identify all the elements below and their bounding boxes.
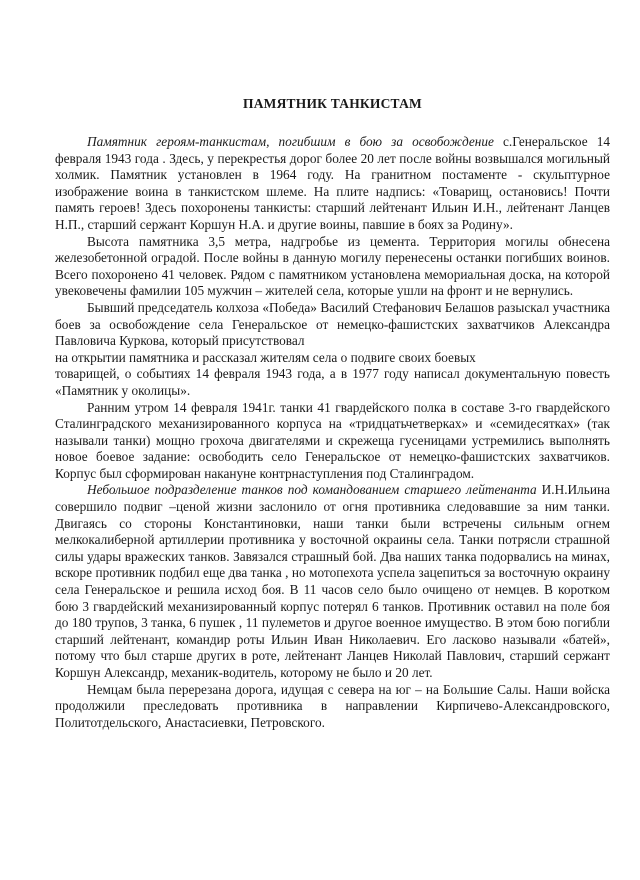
paragraph-6 xyxy=(55,682,610,732)
paragraph-1 xyxy=(55,134,610,234)
paragraph-3 xyxy=(55,300,610,400)
document-title: ПАМЯТНИК ТАНКИСТАМ xyxy=(243,96,422,111)
paragraph-3-line-2: на открытии памятника и рассказал жителям села о подвиге своих боевых xyxy=(55,349,476,365)
paragraph-4 xyxy=(55,400,610,483)
paragraph-3-line-1: Бывший председатель колхоза «Победа» Василий Стефанович Белашов разыскал участника боев за освобождение села Генеральское от немецко-фашистских захватчиков Александра Павловича Куркова, который присутствовал xyxy=(55,299,610,349)
paragraph-1-italic-lead: Памятник героям-танкистам, погибшим в бою за освобождение xyxy=(87,134,494,149)
paragraph-2-text: Высота памятника 3,5 метра, надгробье из цемента. Территория могилы обнесена железобетонной оградой. После войны в данную могилу перенесены останки погибших воинов. Всего похоронено 41 человек. Рядом с памятником установлена мемориальная доска, на которой увековечены фамилии 105 мужчин – жителей села, которые ушли на фронт и не вернулись. xyxy=(55,233,610,299)
paragraph-4-text: Ранним утром 14 февраля 1941г. танки 41 гвардейского полка в составе 3-го гвардейского Сталинградского механизированного корпуса на «тридцатьчетверках» и «семидесятках» (так называли танки) мощно грохоча двигателями и скрежеща гусеницами устремились выполнять новое боевое задание: освободить село Генеральское от немецко-фашистских захватчиков. Корпус был сформирован накануне контрнаступления под Сталинградом. xyxy=(55,399,610,481)
paragraph-6-text: Немцам была перерезана дорога, идущая с севера на юг – на Большие Салы. Наши войска продолжили преследовать противника в направлении Кирпичево-Александровского, Политотдельского, Анастасиевки, Петровского. xyxy=(55,681,610,730)
paragraph-2 xyxy=(55,234,610,300)
paragraph-5-text: И.Н.Ильина совершило подвиг –ценой жизни заслонило от огня противника следовавшие за ним танки. Двигаясь со стороны Константиновки, наши танки были встречены сильным огнем мелкокалиберной артиллерии противника у восточной окраины села. Танки потрясли страшной силы удары вражеских танков. Завязался страшный бой. Два наших танка подорвались на минах, вскоре противник подбил еще два танка , но мотопехота успела зацепиться за восточную окраину села Генеральское и решила исход боя. В 11 часов село было очищено от немцев. В коротком бою 3 гвардейский механизированный корпус потерял 6 танков. Противник оставил на поле боя до 180 трупов, 3 танка, 6 пушек , 11 пулеметов и другое военное имущество. В этом бою погибли старший лейтенант, командир роты Ильин Иван Николаевич. Его ласково называли «батей», потому что был старше других в роте, лейтенант Ланцев Николай Павлович, старший сержант Коршун Александр, механик-водитель, которому не было и 20 лет. xyxy=(55,482,610,680)
paragraph-1-text: с.Генеральское 14 февраля 1943 года . Здесь, у перекрестья дорог более 20 лет после войны возвышался могильный холмик. Памятник установлен в 1964 году. На гранитном постаменте - скульптурное изображение воина в танкистском шлеме. На плите надпись: «Товарищ, остановись! Почти память героев! Здесь похоронены танкисты: старший лейтенант Ильин И.Н., лейтенант Ланцев Н.П., старший сержант Коршун Н.А. и другие воины, павшие в боях за Родину». xyxy=(55,134,611,232)
paragraph-5 xyxy=(55,482,610,681)
paragraph-3-line-3: товарищей, о событиях 14 февраля 1943 года, а в 1977 году написал документальную повесть «Памятник у околицы». xyxy=(55,366,610,398)
paragraph-5-italic-lead: Небольшое подразделение танков под командованием старшего лейтенанта xyxy=(87,482,537,498)
